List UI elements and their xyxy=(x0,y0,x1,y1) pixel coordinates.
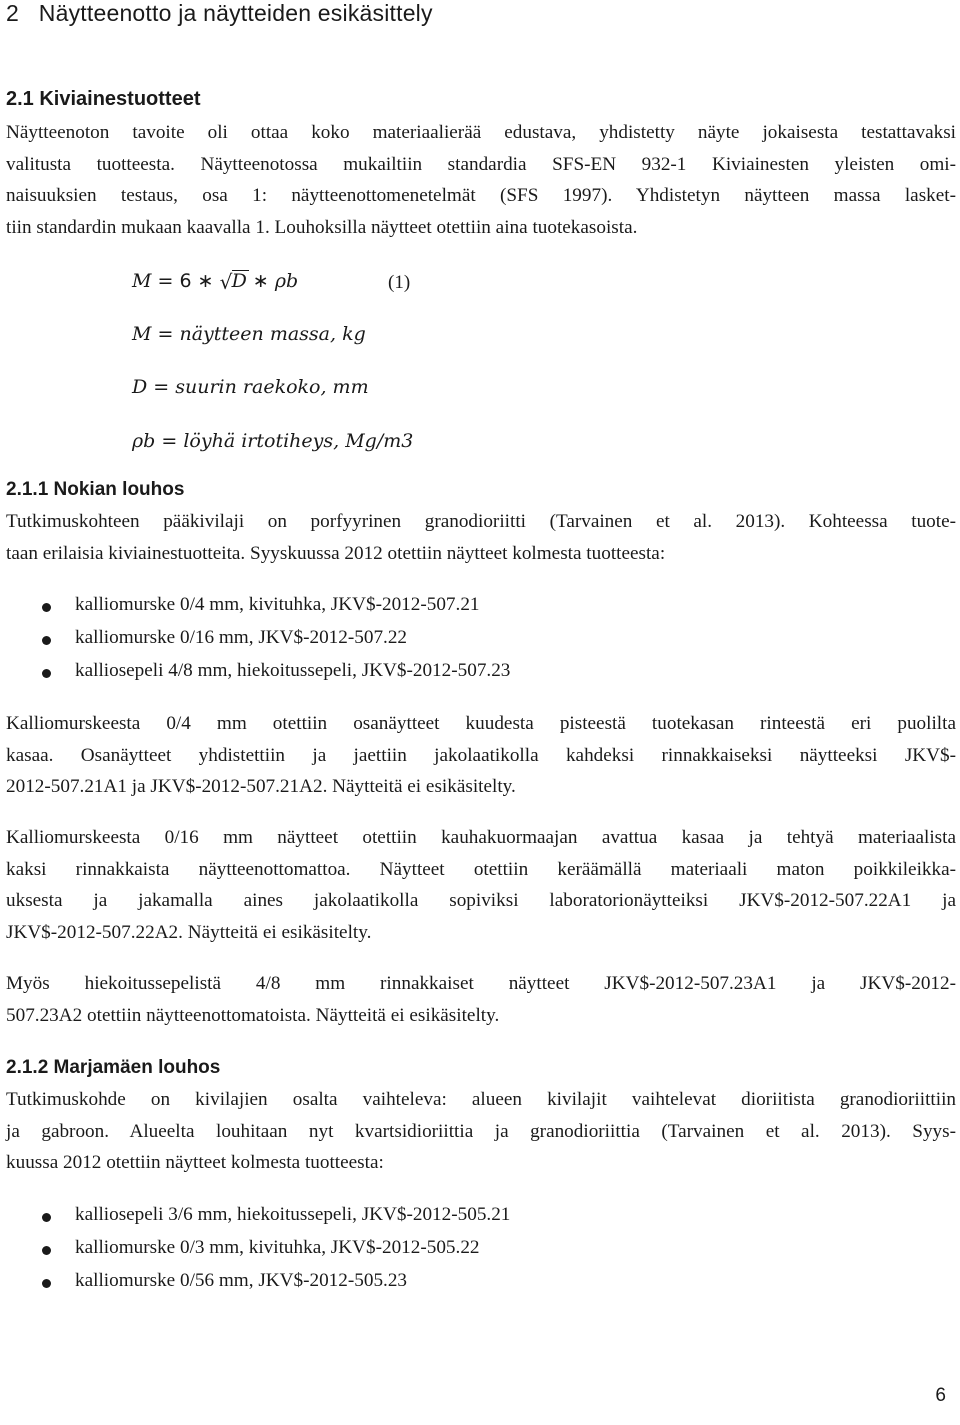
bullet-icon xyxy=(42,636,51,645)
paragraph-line: valitusta tuotteesta. Näytteenotossa mukailtiin standardia SFS-EN 932-1 Kiviainesten yleisten omi- xyxy=(6,153,956,175)
formula-symbol: ρb xyxy=(274,270,299,292)
formula-constant: 6 xyxy=(179,270,192,292)
chapter-title: Näytteenotto ja näytteiden esikäsittely xyxy=(38,0,433,26)
section-2-1-2-intro xyxy=(6,1084,956,1179)
list-item: kalliomurske 0/56 mm, JKV$-2012-505.23 xyxy=(0,1270,960,1298)
bullet-icon xyxy=(42,603,51,612)
paragraph-line: 507.23A2 otettiin näytteenottomatoista. Näytteitä ei esikäsitelty. xyxy=(6,1004,500,1026)
formula-symbol: M xyxy=(132,270,152,292)
section-2-1-1-paragraph-3 xyxy=(6,968,956,1031)
paragraph-line: kasaa. Osanäytteet yhdistettiin ja jaettiin jakolaatikolla kahdeksi rinnakkaiseksi näytteeksi JKV$- xyxy=(6,744,956,766)
formula-operator: ∗ xyxy=(252,270,269,292)
bullet-icon xyxy=(42,1246,51,1255)
list-item: kalliomurske 0/16 mm, JKV$-2012-507.22 xyxy=(0,627,960,655)
chapter-heading xyxy=(6,0,433,27)
chapter-number: 2 xyxy=(6,0,19,26)
paragraph-line: Kalliomurskeesta 0/4 mm otettiin osanäytteet kuudesta pisteestä tuotekasan rinteestä eri puolilta xyxy=(6,713,956,734)
paragraph-line: JKV$-2012-507.22A2. Näytteitä ei esikäsitelty. xyxy=(6,921,372,943)
paragraph-line: ja gabroon. Alueelta louhitaan nyt kvartsidioriittia ja granodioriittia (Tarvainen et al. 2013). Syys- xyxy=(6,1120,956,1142)
paragraph-line: taan erilaisia kiviainestuotteita. Syyskuussa 2012 otettiin näytteet kolmesta tuotteesta: xyxy=(6,542,666,564)
list-item: kalliosepeli 3/6 mm, hiekoitussepeli, JKV$-2012-505.21 xyxy=(0,1204,960,1232)
list-item: kalliosepeli 4/8 mm, hiekoitussepeli, JKV$-2012-507.23 xyxy=(0,660,960,688)
paragraph-line: kaksi rinnakkaista näytteenottomattoa. Näytteet otettiin keräämällä materiaali maton poikkileikka- xyxy=(6,858,956,880)
formula-definition-rho: ρb = löyhä irtotiheys, Mg/m3 xyxy=(132,430,414,452)
section-heading-2-1: 2.1 Kiviainestuotteet xyxy=(6,88,201,110)
formula-equation xyxy=(132,270,298,292)
formula-operator: = xyxy=(157,270,174,292)
bullet-icon xyxy=(42,1213,51,1222)
paragraph-line: Tutkimuskohde on kivilajien osalta vaihteleva: alueen kivilajit vaihtelevat dioriitista granodioriittiin xyxy=(6,1089,956,1110)
section-2-1-1-paragraph-1 xyxy=(6,708,956,803)
paragraph-line: naisuuksien testaus, osa 1: näytteenottomenetelmät (SFS 1997). Yhdistetyn näytteen massa lasket- xyxy=(6,185,956,206)
paragraph-line: Myös hiekoitussepelistä 4/8 mm rinnakkaiset näytteet JKV$-2012-507.23A1 ja JKV$-2012- xyxy=(6,973,956,994)
paragraph-line: 2012-507.21A1 ja JKV$-2012-507.21A2. Näytteitä ei esikäsitelty. xyxy=(6,776,516,797)
formula-symbol: D xyxy=(231,270,247,292)
formula-number: (1) xyxy=(388,272,411,293)
bullet-icon xyxy=(42,669,51,678)
paragraph-line: Tutkimuskohteen pääkivilaji on porfyyrinen granodioriitti (Tarvainen et al. 2013). Kohteessa tuote- xyxy=(6,511,956,532)
section-2-1-paragraph xyxy=(6,117,956,243)
list-item: kalliomurske 0/3 mm, kivituhka, JKV$-2012-505.22 xyxy=(0,1237,960,1265)
section-heading-2-1-1: 2.1.1 Nokian louhos xyxy=(6,479,185,500)
formula-definition-m: M = näytteen massa, kg xyxy=(132,323,366,345)
list-item: kalliomurske 0/4 mm, kivituhka, JKV$-2012-507.21 xyxy=(0,594,960,622)
paragraph-line: tiin standardin mukaan kaavalla 1. Louhoksilla näytteet otettiin aina tuotekasoista. xyxy=(6,216,638,238)
page-number: 6 xyxy=(935,1385,946,1406)
paragraph-line: kuussa 2012 otettiin näytteet kolmesta tuotteesta: xyxy=(6,1152,384,1173)
section-2-1-1-intro xyxy=(6,506,956,569)
square-root xyxy=(220,270,247,292)
formula-definition-d: D = suurin raekoko, mm xyxy=(132,376,369,398)
section-heading-2-1-2: 2.1.2 Marjamäen louhos xyxy=(6,1057,221,1078)
bullet-icon xyxy=(42,1279,51,1288)
paragraph-line: Näytteenoton tavoite oli ottaa koko materiaalierää edustava, yhdistetty näyte jokaisesta testattavaksi xyxy=(6,122,956,143)
paragraph-line: uksesta ja jakamalla aines jakolaatikolla sopiviksi laboratorionäytteiksi JKV$-2012-507.22A1 ja xyxy=(6,890,956,911)
paragraph-line: Kalliomurskeesta 0/16 mm näytteet otettiin kauhakuormaajan avattua kasaa ja tehtyä materiaalista xyxy=(6,827,956,848)
section-2-1-1-paragraph-2 xyxy=(6,822,956,948)
radical-sign-icon: √ xyxy=(219,270,233,294)
formula-operator: ∗ xyxy=(197,270,214,292)
